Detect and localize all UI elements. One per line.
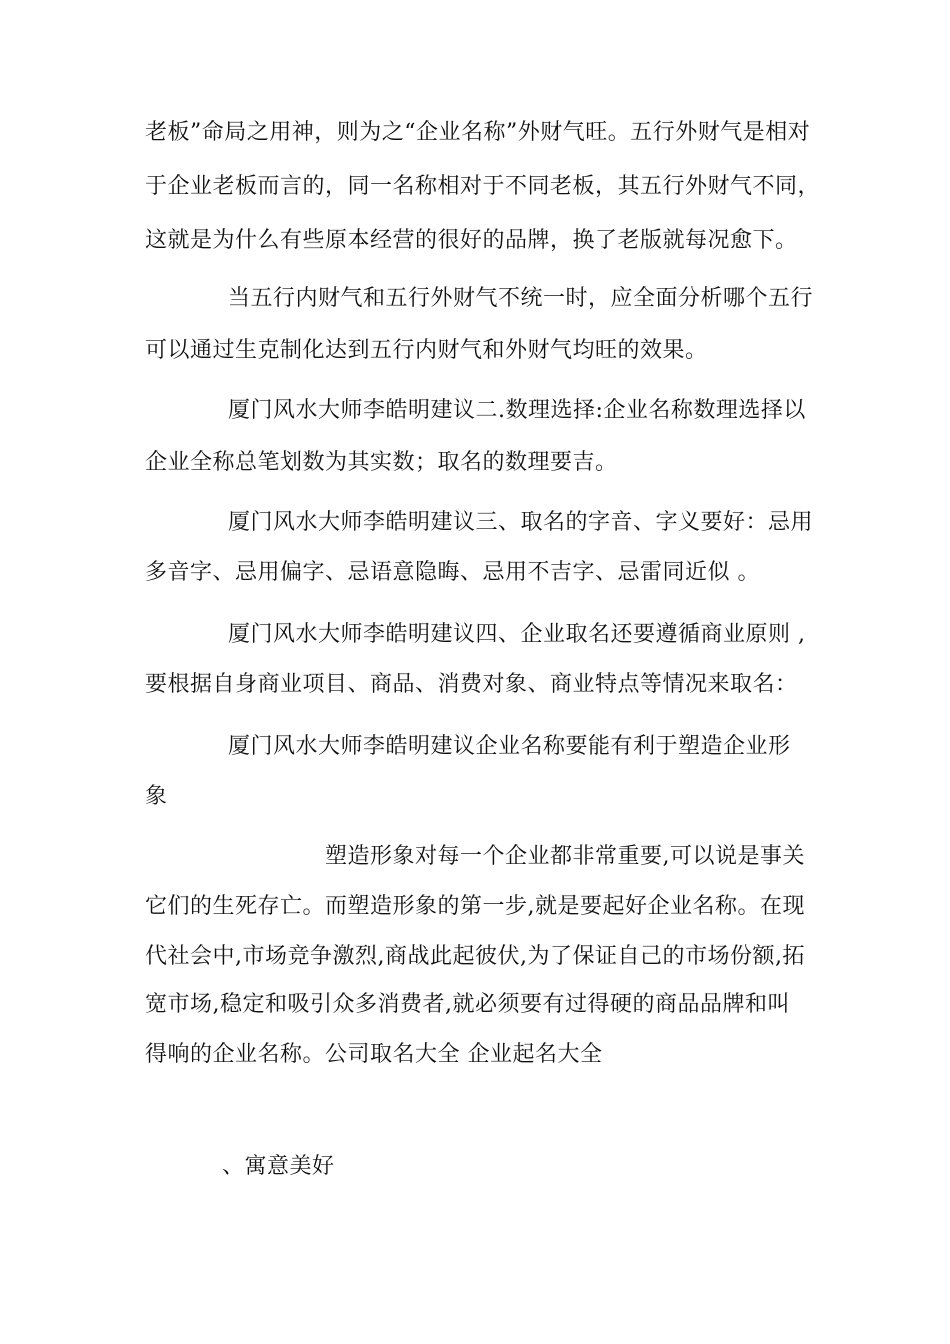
section-heading: 、寓意美好 [222, 1154, 335, 1179]
paragraph-line: 企业全称总笔划数为其实数；取名的数理要吉。 [145, 450, 618, 475]
paragraph-line: 厦门风水大师李皓明建议四、企业取名还要遵循商业原则 , [228, 622, 806, 647]
paragraph-line: 于企业老板而言的，同一名称相对于不同老板，其五行外财气不同， [145, 174, 821, 199]
paragraph-line: 厦门风水大师李皓明建议二.数理选择:企业名称数理选择以 [228, 398, 806, 423]
paragraph-line: 多音字、忌用偏字、忌语意隐晦、忌用不吉字、忌雷同近似 。 [145, 560, 760, 585]
paragraph-line: 厦门风水大师李皓明建议三、取名的字音、字义要好：忌用 [228, 510, 814, 535]
paragraph-line: 得响的企业名称。公司取名大全 企业起名大全 [145, 1042, 603, 1067]
paragraph-line: 宽市场,稳定和吸引众多消费者,就必须要有过得硬的商品品牌和叫 [145, 992, 790, 1017]
paragraph-line: 它们的生死存亡。而塑造形象的第一步,就是要起好企业名称。在现 [145, 894, 805, 919]
paragraph-line: 当五行内财气和五行外财气不统一时，应全面分析哪个五行 [228, 286, 814, 311]
paragraph-line: 厦门风水大师李皓明建议企业名称要能有利于塑造企业形 [228, 734, 791, 759]
paragraph-line: 代社会中,市场竞争激烈,商战此起彼伏,为了保证自己的市场份额,拓 [145, 944, 805, 969]
paragraph-line: 老板”命局之用神，则为之“企业名称”外财气旺。五行外财气是相对 [145, 120, 811, 145]
paragraph-line: 可以通过生克制化达到五行内财气和外财气均旺的效果。 [145, 338, 708, 363]
paragraph-line: 这就是为什么有些原本经营的很好的品牌，换了老版就每况愈下。 [145, 228, 798, 253]
paragraph-line: 要根据自身商业项目、商品、消费对象、商业特点等情况来取名： [145, 672, 798, 697]
paragraph-line: 塑造形象对每一个企业都非常重要,可以说是事关 [325, 844, 805, 869]
paragraph-line: 象 [145, 784, 168, 809]
